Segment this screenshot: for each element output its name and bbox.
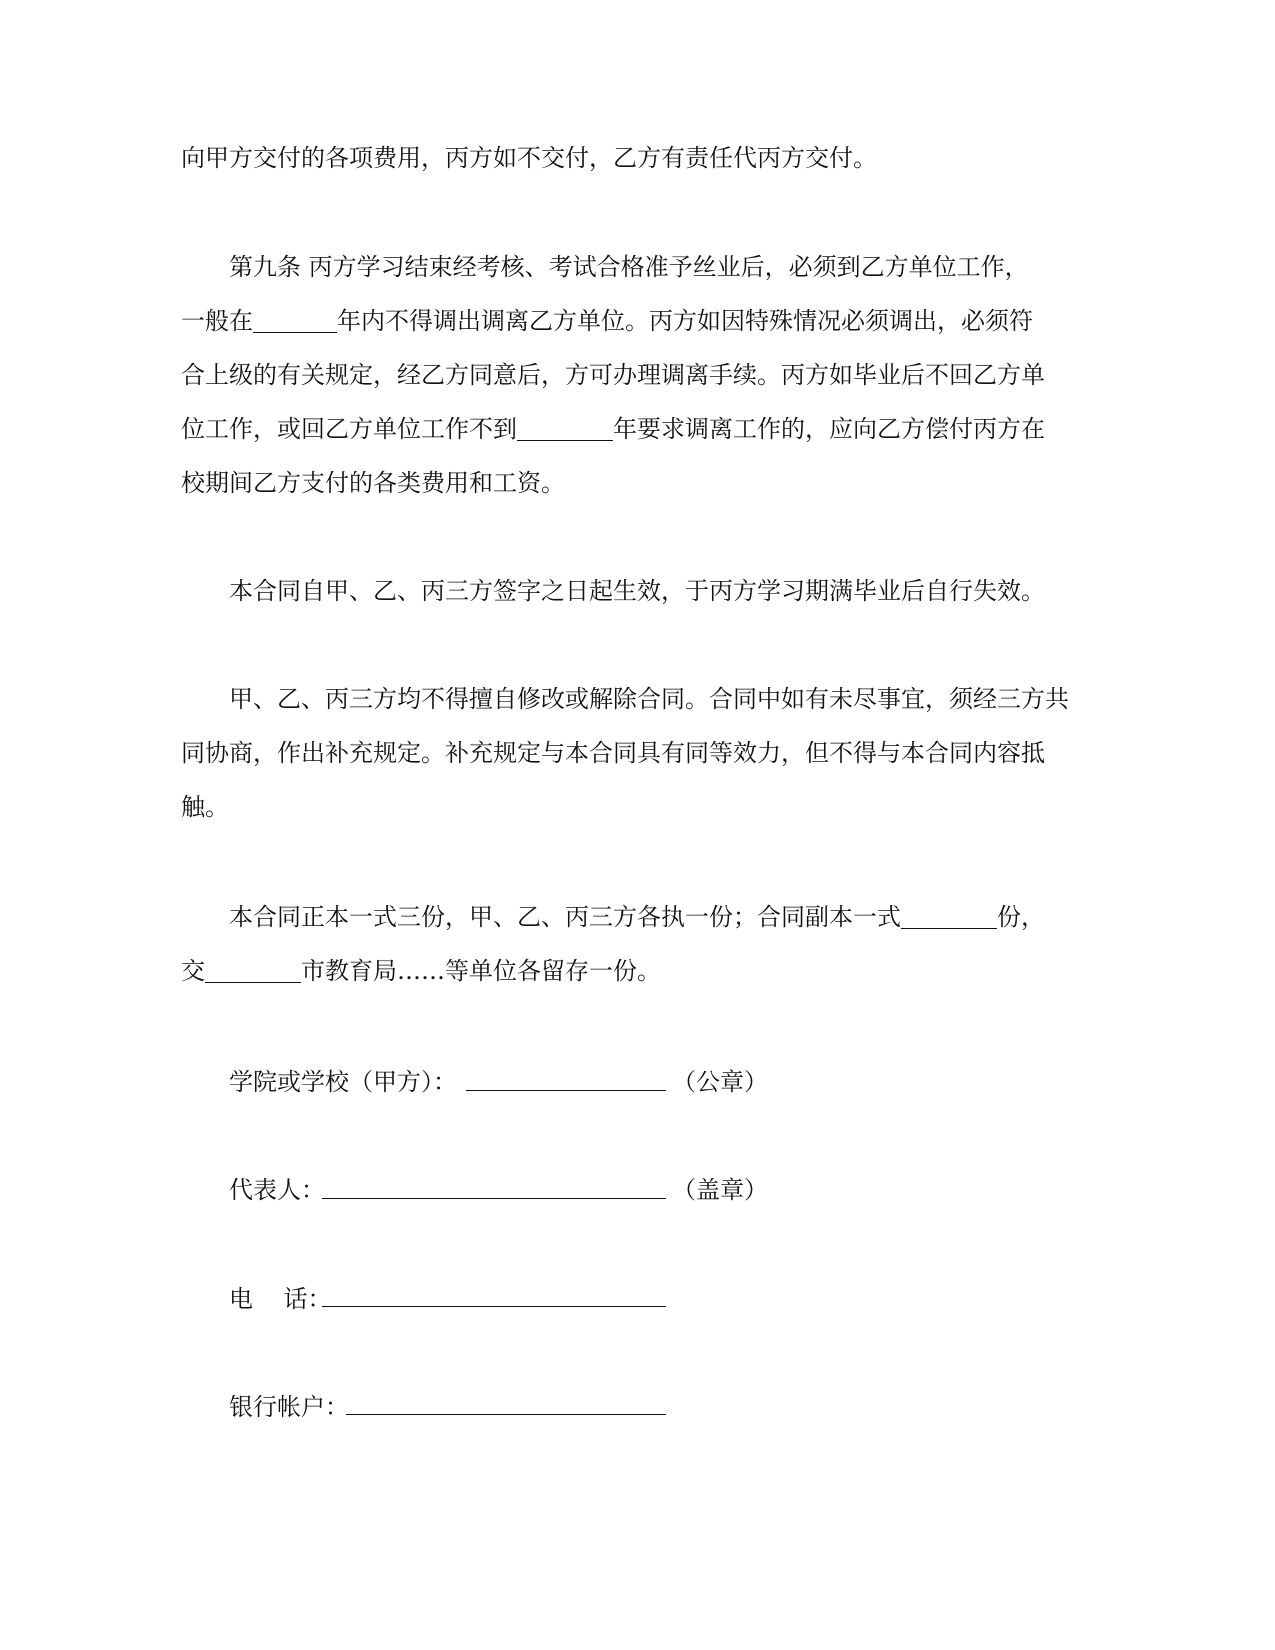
text-line	[181, 944, 1061, 998]
phone-label: 电 话：	[229, 1285, 332, 1313]
text-segment: 市教育局……等单位各留存一份。	[301, 957, 661, 985]
text-segment: 份，	[997, 903, 1045, 931]
text-segment: 一般在	[181, 307, 253, 335]
text-line: 第九条 丙方学习结束经考核、考试合格准予丝业后，必须到乙方单位工作，	[229, 253, 1029, 281]
text-line	[181, 402, 1061, 456]
text-line: 向甲方交付的各项费用，丙方如不交付，乙方有责任代丙方交付。	[181, 144, 877, 172]
text-segment: 交	[181, 957, 205, 985]
blank-field-copy-count[interactable]	[901, 902, 997, 929]
phone-field-line[interactable]	[322, 1306, 666, 1307]
text-line: 同协商，作出补充规定。补充规定与本合同具有同等效力，但不得与本合同内容抵	[181, 739, 1045, 767]
text-segment: 年内不得调出调离乙方单位。丙方如因特殊情况必须调出，必须符	[337, 307, 1033, 335]
bank-account-field-line[interactable]	[346, 1414, 666, 1415]
blank-field-years-min[interactable]	[517, 414, 613, 441]
text-line: 甲、乙、丙三方均不得擅自修改或解除合同。合同中如有未尽事宜，须经三方共	[229, 685, 1069, 713]
text-line: 校期间乙方支付的各类费用和工资。	[181, 469, 565, 497]
school-signature-line[interactable]	[466, 1090, 666, 1091]
text-line: 触。	[181, 793, 229, 821]
paragraph-continuation	[181, 131, 1061, 185]
representative-label: 代表人：	[229, 1176, 325, 1204]
text-line: 合上级的有关规定，经乙方同意后，方可办理调离手续。丙方如毕业后不回乙方单	[181, 361, 1045, 389]
paragraph-effective	[181, 564, 1061, 618]
text-segment: 本合同正本一式三份，甲、乙、丙三方各执一份；合同副本一式	[229, 903, 901, 931]
text-line: 本合同自甲、乙、丙三方签字之日起生效，于丙方学习期满毕业后自行失效。	[229, 577, 1045, 605]
text-line	[181, 294, 1061, 348]
school-seal-note: （公章）	[672, 1068, 768, 1096]
paragraph-amendment	[181, 672, 1069, 834]
paragraph-copies	[181, 890, 1061, 998]
representative-seal-note: （盖章）	[672, 1176, 768, 1204]
representative-signature-line[interactable]	[322, 1198, 666, 1199]
school-label: 学院或学校（甲方）：	[229, 1068, 457, 1096]
text-line	[181, 890, 1061, 944]
bank-account-label: 银行帐户：	[229, 1393, 349, 1421]
paragraph-article-9	[181, 240, 1061, 510]
text-segment: 位工作，或回乙方单位工作不到	[181, 415, 517, 443]
blank-field-city[interactable]	[205, 956, 301, 983]
blank-field-years[interactable]	[253, 306, 337, 333]
text-segment: 年要求调离工作的，应向乙方偿付丙方在	[613, 415, 1045, 443]
